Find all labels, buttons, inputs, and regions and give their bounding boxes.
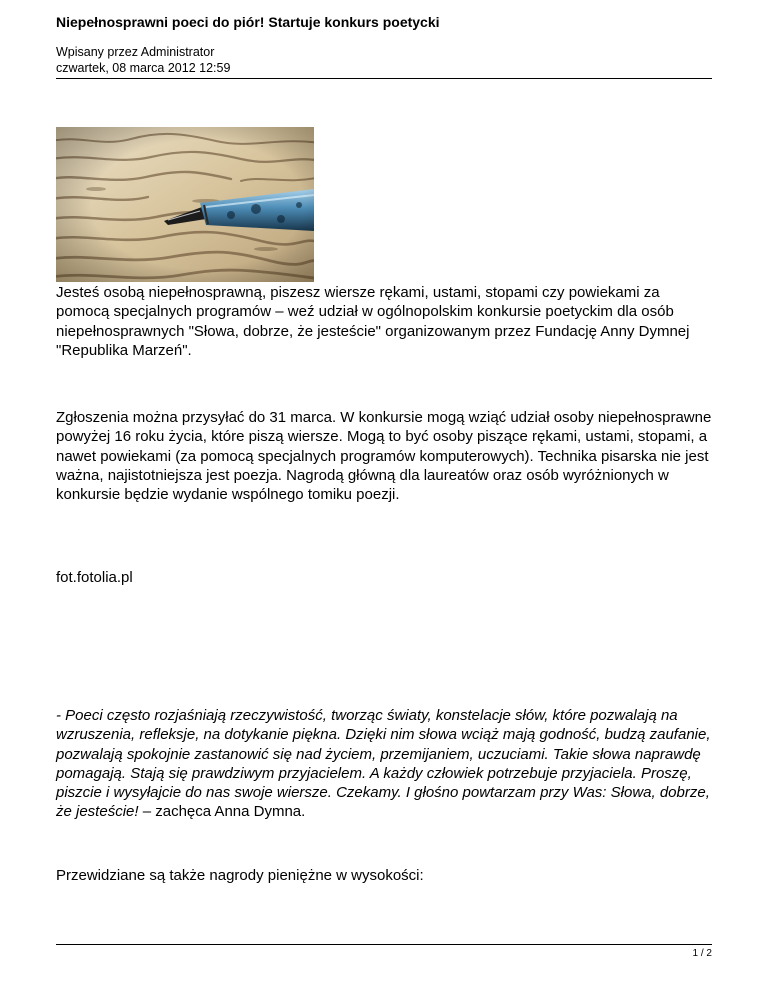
photo-credit: fot.fotolia.pl (56, 569, 133, 586)
page-number: 1 / 2 (692, 948, 712, 959)
header-divider (56, 78, 712, 79)
entry-rules-paragraph: Zgłoszenia można przysyłać do 31 marca. W konkursie mogą wziąć udział osoby niepełnosprawne powyżej 16 roku życia, które piszą wiersze. Mogą to być osoby piszące rękami, ustami, stopami, a nawet powiekami (za pomocą specjalnych programów komputerowych). Technika pisarska nie jest ważna, najistotniejsza jest poezja. Nagrodą główną dla laureatów oraz osób wyróżnionych w konkursie będzie wydanie wspólnego tomiku poezji. (56, 409, 712, 504)
publish-date: czwartek, 08 marca 2012 12:59 (56, 61, 231, 75)
fountain-pen-photo (56, 127, 314, 282)
footer-divider (56, 944, 712, 945)
intro-paragraph: Jesteś osobą niepełnosprawną, piszesz wiersze rękami, ustami, stopami czy powiekami za pomocą specjalnych programów – weź udział w ogólnopolskim konkursie poetyckim dla osób niepełnosprawnych "Słowa, dobrze, że jesteście" organizowanym przez Fundację Anny Dymnej "Republika Marzeń". (56, 284, 690, 359)
quote-paragraph (56, 706, 716, 822)
quote-text: - Poeci często rozjaśniają rzeczywistość, tworząc światy, konstelacje słów, które pozwalają na wzruszenia, refleksje, na dotykanie piękna. Dzięki nim słowa wciąż mają godność, budzą zaufanie, pozwalają spokojnie zastanowić się nad życiem, przemijaniem, uczuciami. Takie słowa naprawdę pomagają. Stają się prawdziwym przyjacielem. A każdy człowiek potrzebuje przyjaciela. Proszę, piszcie i wysyłajcie do nas swoje wiersze. Czekamy. I głośno powtarzam przy Was: Słowa, dobrze, że jesteście! (56, 707, 711, 821)
author-line: Wpisany przez Administrator (56, 45, 215, 59)
prizes-paragraph: Przewidziane są także nagrody pieniężne w wysokości: (56, 867, 424, 884)
quote-attribution: – zachęca Anna Dymna. (138, 803, 306, 821)
page-title: Niepełnosprawni poeci do piór! Startuje konkurs poetycki (56, 14, 440, 30)
